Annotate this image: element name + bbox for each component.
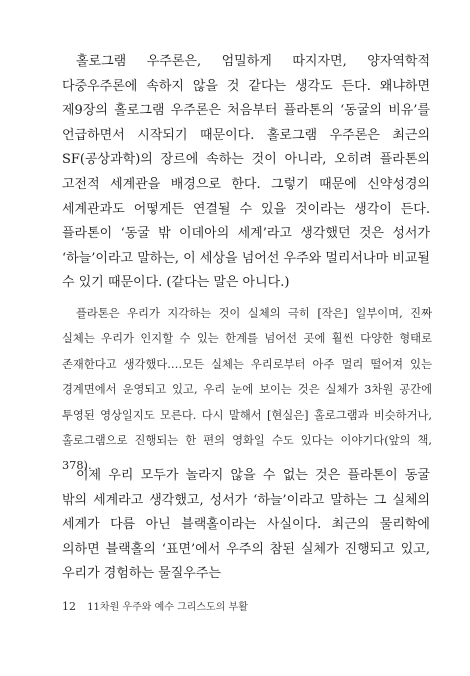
running-book-title: 11차원 우주와 예수 그리스도의 부활 [87, 602, 248, 613]
page-number: 12 [62, 600, 76, 613]
body-paragraph-1: 홀로그램 우주론은, 엄밀하게 따지자면, 양자역학적 다중우주론에 속하지 않을 것 같다는 생각도 든다. 왜냐하면 제9장의 홀로그램 우주론은 처음부터 플라톤의 ‘동굴의 비유’를 언급하면서 시작되기 때문이다. 홀로그램 우주론은 최근의 SF(공상과학)의 장르에 속하는 것이 아니라, 오히려 플라톤의 고전적 세계관을 배경으로 한다. 그렇기 때문에 신약성경의 세계관과도 어떻게든 연결될 수 있을 것이라는 생각이 든다. 플라톤이 ‘동굴 밖 이데아의 세계’라고 생각했던 것은 성서가 ‘하늘’이라고 말하는, 이 세상을 넘어선 우주와 멀리서나마 비교될 수 있기 때문이다. (같다는 말은 아니다.) [62, 54, 430, 291]
block-quote: 플라톤은 우리가 지각하는 것이 실체의 극히 [작은] 일부이며, 진짜 실체는 우리가 인지할 수 있는 한계를 넘어선 곳에 훨씬 다양한 형태로 존재한다고 생각했다.…모든 실체는 우리로부터 아주 멀리 떨어져 있는 경계면에서 운영되고 있고, 우리 눈에 보이는 것은 실체가 3차원 공간에 투영된 영상일지도 모른다. 다시 말해서 [현실은] 홀로그램과 비슷하거나, 홀로그램으로 진행되는 한 편의 영화일 수도 있다는 이야기다(앞의 책, 378). [62, 307, 432, 473]
body-paragraph-2: 이제 우리 모두가 놀라지 않을 수 없는 것은 플라톤이 동굴 밖의 세계라고 생각했고, 성서가 ‘하늘’이라고 말하는 그 실체의 세계가 다름 아닌 블랙홀이라는 사실이다. 최근의 물리학에 의하면 블랙홀의 ‘표면’에서 우주의 참된 실체가 진행되고 있고, 우리가 경험하는 물질우주는 [62, 468, 430, 582]
page-footer [62, 598, 248, 613]
